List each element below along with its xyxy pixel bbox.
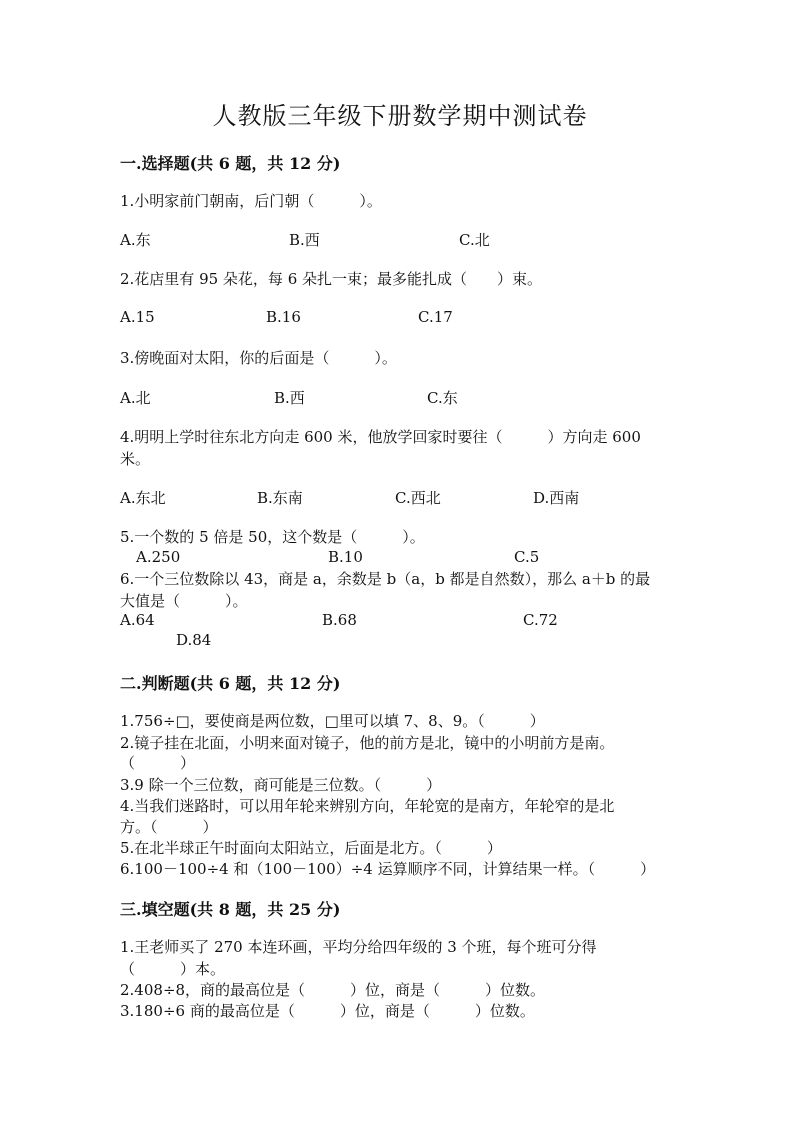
choice-q6-stem-line1: 6.一个三位数除以 43，商是 a，余数是 b（a，b 都是自然数），那么 a＋b 的最 (120, 570, 651, 588)
choice-q1-option-a: A.东 (120, 231, 151, 249)
choice-q1-option-b: B.西 (289, 231, 320, 249)
choice-q3-option-c: C.东 (427, 389, 458, 407)
fill-line: 3.180÷6 商的最高位是（ ）位，商是（ ）位数。 (120, 1002, 535, 1020)
choice-q2-option-c: C.17 (418, 308, 453, 326)
choice-q4-option-c: C.西北 (395, 489, 441, 507)
judge-line: 3.9 除一个三位数，商可能是三位数。（ ） (120, 776, 442, 794)
judge-line: 1.756÷□，要使商是两位数，□里可以填 7、8、9。（ ） (120, 712, 545, 730)
choice-q5-option-a: A.250 (136, 548, 181, 566)
choice-q1-stem: 1.小明家前门朝南，后门朝（ ）。 (120, 192, 382, 210)
judge-line: （ ） (120, 754, 196, 772)
choice-q4-stem-line1: 4.明明上学时往东北方向走 600 米，他放学回家时要往（ ）方向走 600 (120, 428, 641, 446)
judge-line: 5.在北半球正午时面向太阳站立，后面是北方。（ ） (120, 839, 502, 857)
judge-line: 方。（ ） (120, 818, 218, 836)
choice-q2-option-b: B.16 (266, 308, 301, 326)
choice-q4-option-a: A.东北 (120, 489, 166, 507)
choice-q5-option-c: C.5 (514, 548, 540, 566)
section-heading-fill: 三.填空题(共 8 题，共 25 分) (120, 900, 341, 919)
choice-q6-option-a: A.64 (120, 611, 155, 629)
page-title: 人教版三年级下册数学期中测试卷 (212, 102, 588, 130)
choice-q2-stem: 2.花店里有 95 朵花，每 6 朵扎一束；最多能扎成（ ）束。 (120, 270, 543, 288)
choice-q3-option-b: B.西 (274, 389, 305, 407)
judge-line: 4.当我们迷路时，可以用年轮来辨别方向，年轮宽的是南方，年轮窄的是北 (120, 797, 615, 815)
fill-line: 2.408÷8，商的最高位是（ ）位，商是（ ）位数。 (120, 981, 546, 999)
choice-q4-option-b: B.东南 (257, 489, 303, 507)
choice-q5-option-b: B.10 (328, 548, 363, 566)
choice-q3-stem: 3.傍晚面对太阳，你的后面是（ ）。 (120, 349, 397, 367)
choice-q2-option-a: A.15 (120, 308, 155, 326)
choice-q1-option-c: C.北 (459, 231, 490, 249)
fill-line: （ ）本。 (120, 960, 226, 978)
choice-q6-option-b: B.68 (322, 611, 357, 629)
section-heading-judge: 二.判断题(共 6 题，共 12 分) (120, 674, 341, 693)
judge-line: 6.100－100÷4 和（100－100）÷4 运算顺序不同，计算结果一样。（ ） (120, 860, 656, 878)
choice-q6-option-d: D.84 (176, 631, 212, 649)
judge-line: 2.镜子挂在北面，小明来面对镜子，他的前方是北，镜中的小明前方是南。 (120, 734, 615, 752)
choice-q3-option-a: A.北 (120, 389, 151, 407)
fill-line: 1.王老师买了 270 本连环画，平均分给四年级的 3 个班，每个班可分得 (120, 938, 597, 956)
section-heading-choice: 一.选择题(共 6 题，共 12 分) (120, 154, 341, 173)
choice-q6-option-c: C.72 (523, 611, 558, 629)
choice-q4-option-d: D.西南 (533, 489, 580, 507)
choice-q5-stem: 5.一个数的 5 倍是 50，这个数是（ ）。 (120, 528, 425, 546)
choice-q6-stem-line2: 大值是（ ）。 (120, 592, 248, 610)
choice-q4-stem-line2: 米。 (120, 450, 151, 468)
